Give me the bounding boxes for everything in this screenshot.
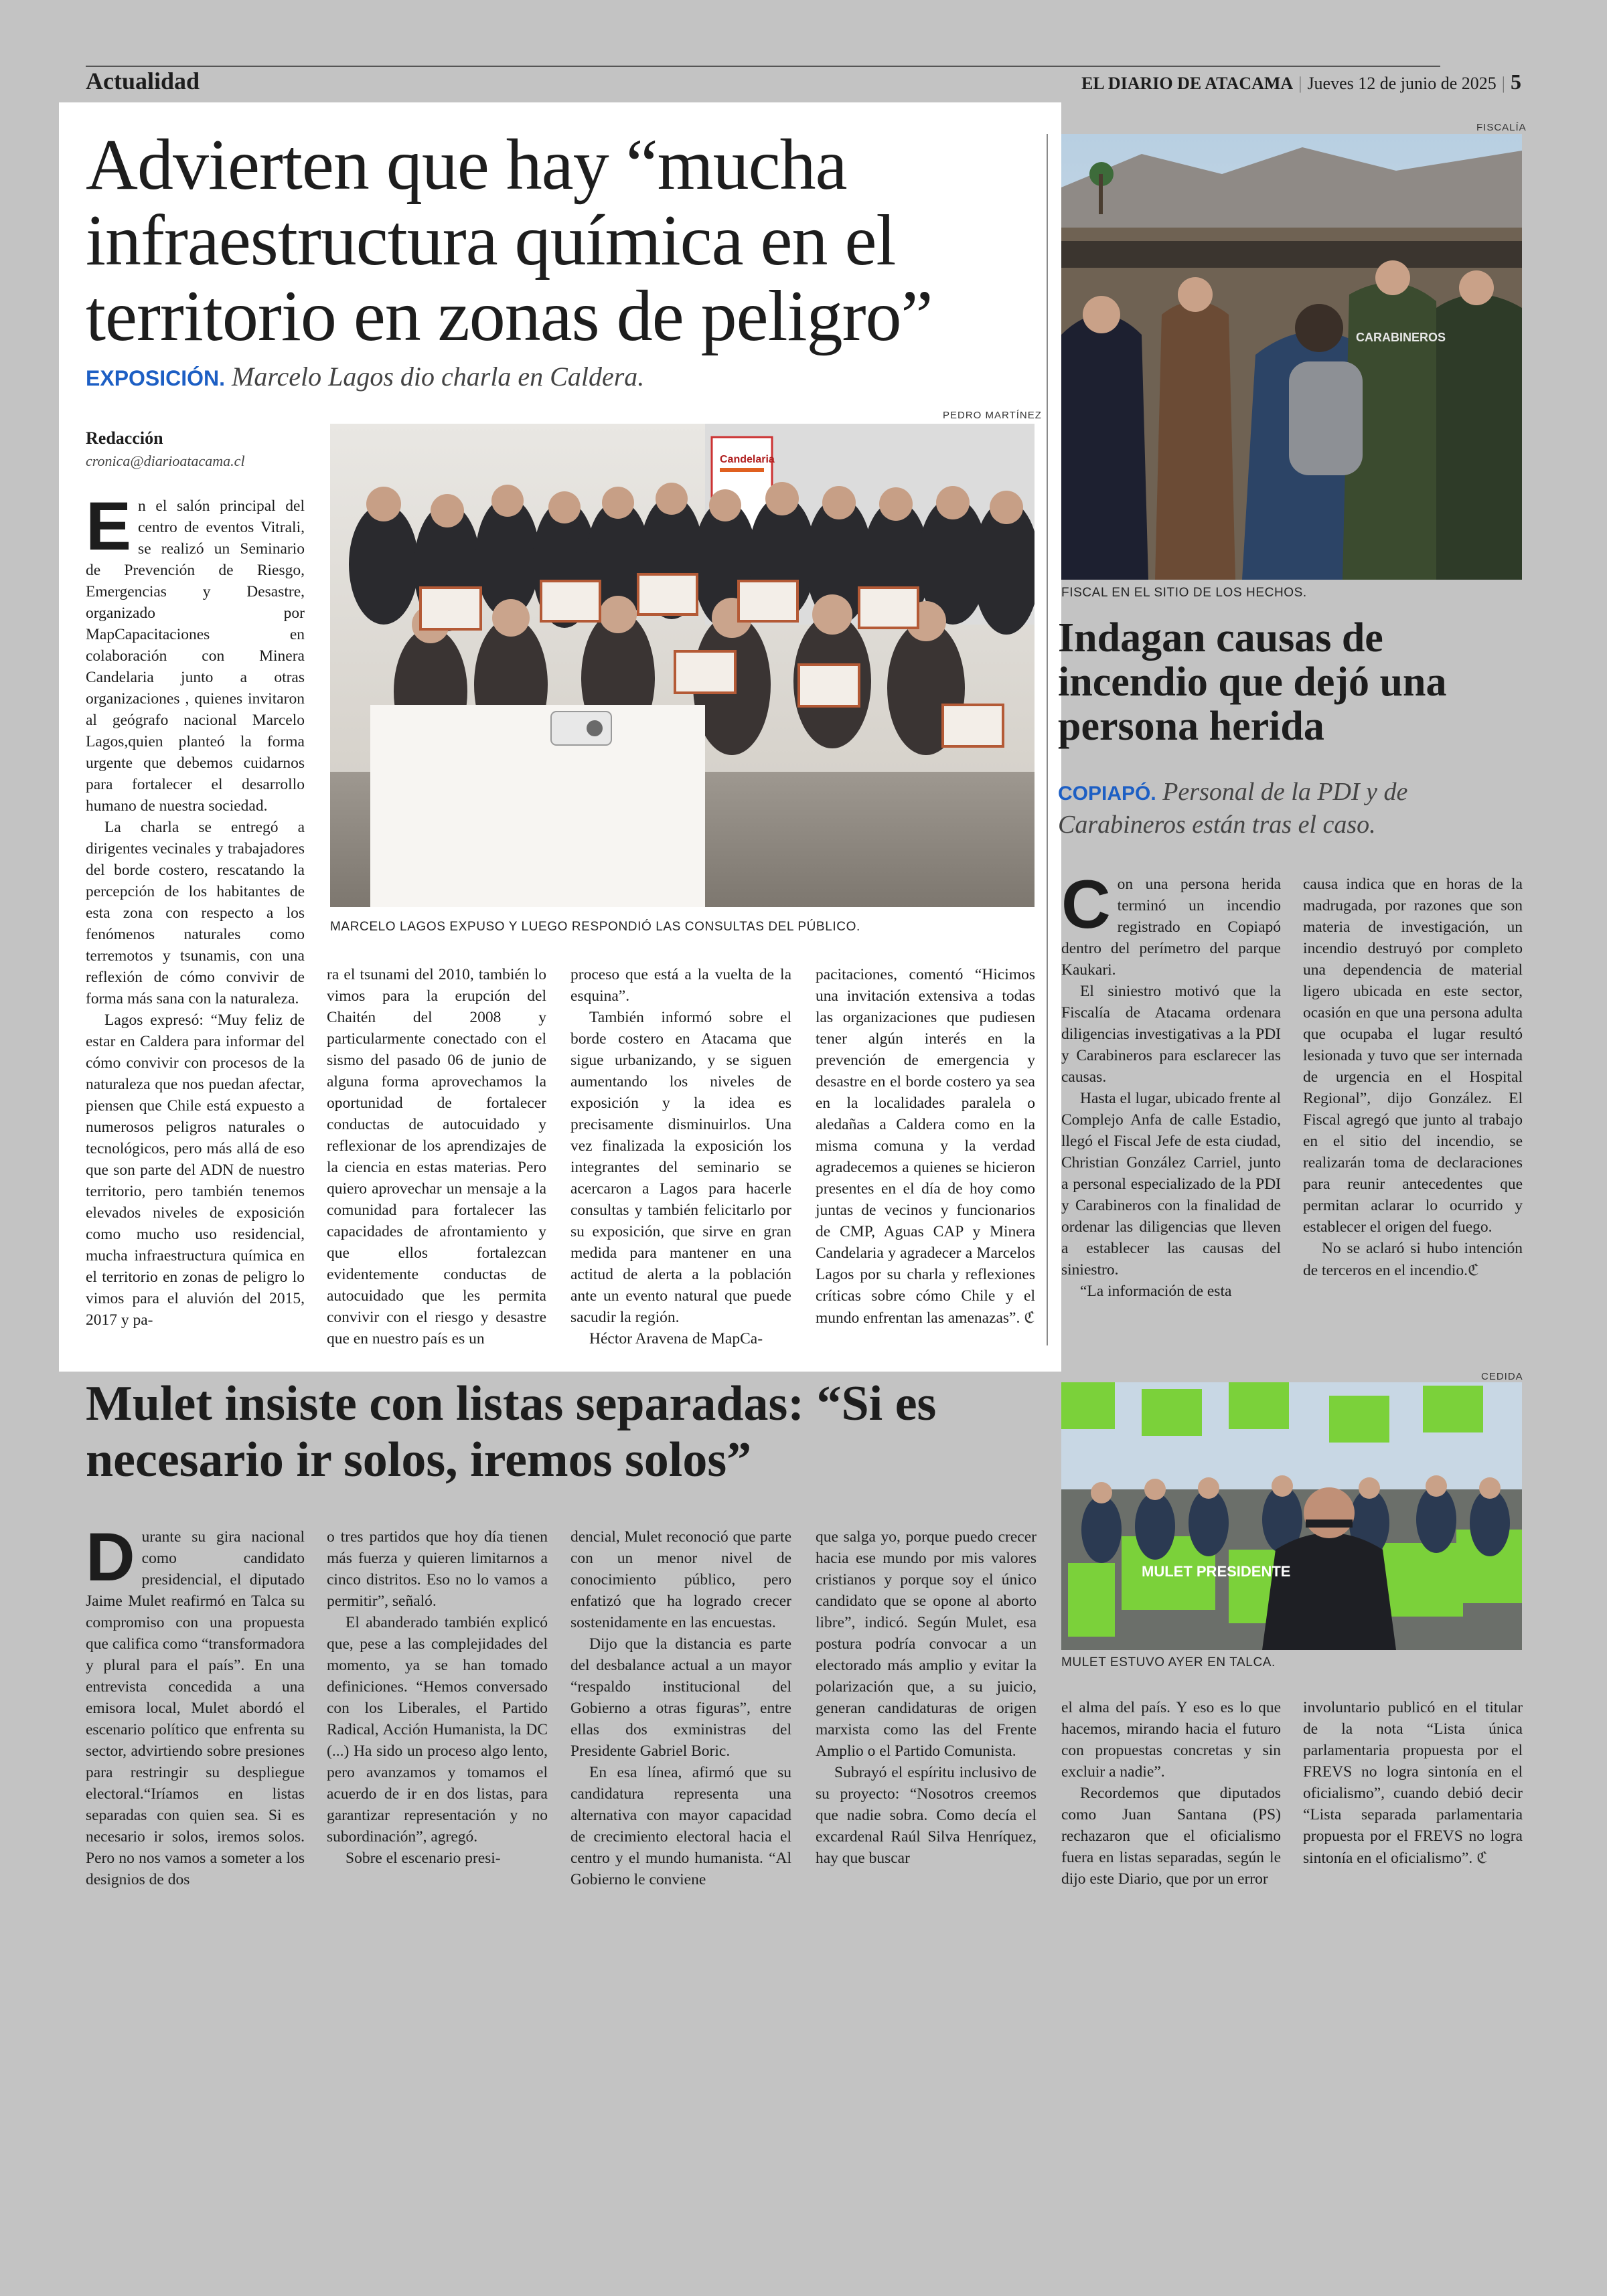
issue-date: Jueves 12 de junio de 2025	[1307, 74, 1497, 93]
main-photo-credit: PEDRO MARTÍNEZ	[943, 410, 1042, 421]
side-end-mark-icon: ℭ	[1467, 1260, 1479, 1279]
side-col2-p2: No se aclaró si hubo intención de terceros en el incendio.	[1303, 1240, 1523, 1279]
side-deck-text: Personal de la PDI y de Carabineros están tras el caso.	[1058, 778, 1408, 839]
side-col1-p2: El siniestro motivó que la Fiscalía de Atacama ordenara diligencias investigativas a la PDI y Carabineros para esclarecer las causas.	[1061, 983, 1281, 1086]
bottom-col4-p2: Subrayó el espíritu inclusivo de su proyecto: “Nosotros creemos que nadie sobra. Como decía el excardenal Raúl Silva Henríquez, hay que buscar	[816, 1764, 1037, 1867]
bottom-col-6	[1303, 1697, 1523, 1869]
column-divider	[1047, 134, 1048, 1345]
side-col1-p1: on una persona herida terminó un incendio registrado en Copiapó dentro del perímetro del parque Kaukari.	[1061, 876, 1281, 979]
bottom-col-3	[570, 1526, 791, 1890]
side-col-2	[1303, 874, 1523, 1281]
bottom-col6-p1: involuntario publicó en el titular de la nota “Lista única parlamentaria propuesta por el FREVS no logra sintonía en el oficialismo”, cuando debió decir “Lista separada parlamentaria propuesta por el FREVS no logra sintonía en el oficialismo”.	[1303, 1699, 1523, 1867]
bottom-photo-credit: CEDIDA	[1481, 1371, 1523, 1382]
main-col-1	[86, 488, 305, 1331]
seminar-photo-art	[330, 424, 1035, 907]
bottom-col4-p1: que salga yo, porque puedo crecer hacia ese mundo por mis valores cristianos y porque soy el único candidato que se opone al aborto libre”, indicó. Según Mulet, esa postura podría convocar a un electorado más amplio y evitar la polarización que, a su juicio, generan candidaturas de origen marxista como las del Frente Amplio o el Partido Comunista.	[816, 1528, 1037, 1760]
bottom-col3-p3: En esa línea, afirmó que su candidatura representa una alternativa con mayor capacidad de crecimiento electoral hacia el centro y el mundo humanista. “Al Gobierno le conviene	[570, 1764, 791, 1888]
main-col3-p1: proceso que está a la vuelta de la esquina”.	[570, 966, 791, 1005]
rally-photo-art	[1061, 1382, 1522, 1650]
main-headline: Advierten que hay “mucha infraestructura química en el territorio en zonas de peligro”	[86, 125, 933, 356]
main-col-2	[327, 964, 546, 1349]
bottom-col2-p3: Sobre el escenario presi-	[346, 1850, 501, 1867]
bottom-col1-p1: urante su gira nacional como candidato presidencial, el diputado Jaime Mulet reafirmó en Talca su compromiso con una propuesta que califica como “transformadora y plural para el país”. En una entrevista concedida a una emisora local, Mulet abordó el escenario político que enfrenta su sector, advirtiendo sobre presiones para restringir su despliegue electoral.“Iríamos en listas separadas con quien sea. Si es necesario ir solos, iremos solos. Pero no nos vamos a someter a los designios de dos	[86, 1528, 305, 1888]
side-photo-credit: FISCALÍA	[1476, 122, 1527, 133]
bottom-col-5	[1061, 1697, 1281, 1890]
header-rule	[86, 66, 1440, 67]
main-col-3	[570, 964, 791, 1349]
byline: Redacción	[86, 428, 163, 448]
end-mark-icon: ℭ	[1024, 1308, 1035, 1327]
main-col1-p2: La charla se entregó a dirigentes vecinales y trabajadores del borde costero, rescatando la percepción de los habitantes de esta zona con respecto a los fenómenos naturales como terremotos y tsunamis, con una reflexión de cómo convivir de forma más sana con la naturaleza.	[86, 819, 305, 1007]
vest-text: CARABINEROS	[1356, 331, 1446, 344]
bottom-col-2	[327, 1526, 548, 1869]
side-kicker: COPIAPÓ.	[1058, 783, 1156, 805]
bottom-col5-p2: Recordemos que diputados como Juan Santana (PS) rechazaron que el oficialismo fuera en listas separadas, según le dijo este Diario, que por un error	[1061, 1785, 1281, 1888]
bottom-col2-p2: El abanderado también explicó que, pese a las complejidades del momento, ya se han tomado definiciones. “Hemos conversado con los Liberales, el Partido Radical, Acción Humanista, la DC (...) Ha sido un proceso algo lento, pero avanzamos y tomamos el acuerdo de ir en dos listas, para garantizar representación y no subordinación”, agregó.	[327, 1614, 548, 1846]
byline-email: cronica@diarioatacama.cl	[86, 453, 245, 469]
flag-text: MULET PRESIDENTE	[1142, 1563, 1291, 1580]
bottom-end-mark-icon: ℭ	[1476, 1848, 1488, 1867]
main-dropcap: E	[86, 488, 132, 564]
bottom-headline: Mulet insiste con listas separadas: “Si es necesario ir solos, iremos solos”	[86, 1376, 937, 1487]
side-dropcap: C	[1061, 866, 1111, 942]
bottom-col-4	[816, 1526, 1037, 1869]
side-headline: Indagan causas de incendio que dejó una persona herida	[1058, 615, 1447, 749]
side-col1-p3: Hasta el lugar, ubicado frente al Complejo Anfa de calle Estadio, llegó el Fiscal Jefe de esta ciudad, Christian González Carriel, junto a personal especializado de la PDI y Carabineros con la finalidad de ordenar las diligencias que lleven a establecer las causas del siniestro.	[1061, 1090, 1281, 1279]
section-name: Actualidad	[86, 68, 200, 94]
side-deck	[1058, 776, 1473, 840]
bottom-dropcap: D	[86, 1519, 135, 1595]
fire-photo-art	[1061, 134, 1522, 580]
main-col-4	[816, 964, 1035, 1329]
main-col3-p3: Héctor Aravena de MapCa-	[589, 1330, 763, 1347]
masthead: EL DIARIO DE ATACAMA | Jueves 12 de junio de 2025 | 5	[1081, 70, 1521, 94]
main-col4-p1: pacitaciones, comentó “Hicimos una invitación extensiva a todas las organizaciones que pudiesen tener algún interés en la prevención de emergencia y desastre en el borde costero ya sea en la localidades paralela o aledañas a Caldera como en la misma comuna y la verdad agradecemos a quienes se hicieron presentes en el día de hoy como juntas de vecinos y funcionarios de CMP, Aguas CAP y Minera Candelaria y agradecer a Marcelos Lagos por su charla y reflexiones críticas sobre cómo Chile y el mundo enfrentan las amenazas”.	[816, 966, 1035, 1327]
bottom-col3-p1: dencial, Mulet reconoció que parte con un menor nivel de conocimiento público, pero enfatizó que ha logrado crecer sostenidamente en las encuestas.	[570, 1528, 791, 1631]
side-col-1	[1061, 866, 1281, 1302]
bottom-photo-caption: MULET ESTUVO AYER EN TALCA.	[1061, 1655, 1276, 1669]
banner-text: Candelaria	[720, 454, 775, 465]
bottom-col-1	[86, 1519, 305, 1890]
side-col2-p1: causa indica que en horas de la madrugada, por razones que son materia de investigación, un incendio destruyó por completo una dependencia de material ligero ubicada en este sector, ocasión en que una persona adulta que ocupaba el lugar resultó lesionada y tuvo que ser internada de urgencia en el Hospital Regional”, dijo González. El Fiscal agregó que junto al trabajo en el sitio del incendio, se realizarán toma de declaraciones para reunir antecedentes que permitan aclarar lo ocurrido y establecer el origen del fuego.	[1303, 876, 1523, 1236]
mulet-rally-photo	[1061, 1382, 1522, 1650]
bottom-col5-p1: el alma del país. Y eso es lo que hacemos, mirando hacia el futuro con propuestas concretas y sin excluir a nadie”.	[1061, 1699, 1281, 1781]
bottom-col3-p2: Dijo que la distancia es parte del desbalance actual a un mayor “respaldo institucional del Gobierno a otras figuras”, entre ellas dos exministras del Presidente Gabriel Boric.	[570, 1635, 791, 1760]
bottom-col2-p1: o tres partidos que hoy día tienen más fuerza y quieren limitarnos a cinco distritos. Eso no lo vamos a permitir”, señaló.	[327, 1528, 548, 1610]
paper-name: EL DIARIO DE ATACAMA	[1081, 74, 1294, 93]
main-photo-caption: MARCELO LAGOS EXPUSO Y LUEGO RESPONDIÓ LAS CONSULTAS DEL PÚBLICO.	[330, 920, 860, 934]
main-kicker: EXPOSICIÓN.	[86, 366, 226, 390]
main-deck-text: Marcelo Lagos dio charla en Caldera.	[232, 361, 645, 392]
page-number: 5	[1511, 70, 1521, 94]
main-col1-p3: Lagos expresó: “Muy feliz de estar en Caldera para informar del cómo convivir con procesos de la naturaleza que nos puedan afectar, piensen que Chile está expuesto a numerosos peligros naturales o tecnológicos, pero más allá de eso que son parte del ADN de nuestro territorio, pero también tenemos elevados niveles de exposición como mucho uso residencial, mucha infraestructura química en el territorio en zonas de peligro lo vimos para el aluvión del 2015, 2017 y pa-	[86, 1011, 305, 1329]
fire-scene-photo	[1061, 134, 1522, 580]
main-deck	[86, 361, 1037, 394]
seminar-group-photo	[330, 424, 1035, 907]
main-col3-p2: También informó sobre el borde costero en Atacama que sigue urbanizando, y se siguen aumentando los niveles de exposición y la idea es precisamente disminuirlos. Una vez finalizada la exposición los integrantes del seminario se acercaron a Lagos para hacerle consultas y también felicitarlo por su exposición, que sirve en gran medida para mantener en una actitud de alerta a la población ante un evento natural que puede sacudir la región.	[570, 1009, 791, 1326]
main-col1-p1: n el salón principal del centro de eventos Vitrali, se realizó un Seminario de Prevención de Riesgo, Emergencias y Desastre, organizado por MapCapacitaciones en colaboración con Minera Candelaria junto a otras organizaciones , quienes invitaron al geógrafo nacional Marcelo Lagos,quien planteó la forma urgente que debemos cuidarnos para fortalecer el desarrollo humano de nuestra sociedad.	[86, 497, 305, 815]
main-col2-p1: ra el tsunami del 2010, también lo vimos para la erupción del Chaitén del 2008 y particularmente conectado con el sismo del pasado 06 de junio de alguna forma aprovechamos la oportunidad de fortalecer conductas de autocuidado y reflexionar de los aprendizajes de la ciencia en estas materias. Pero quiero aprovechar un mensaje a la comunidad para fortalecer las capacidades de afrontamiento y que ellos fortalezcan evidentemente conductas de autocuidado que les permita convivir con el riesgo y desastre que en nuestro país es un	[327, 966, 546, 1347]
side-photo-caption: FISCAL EN EL SITIO DE LOS HECHOS.	[1061, 586, 1307, 600]
side-col1-p4: “La información de esta	[1080, 1283, 1232, 1300]
